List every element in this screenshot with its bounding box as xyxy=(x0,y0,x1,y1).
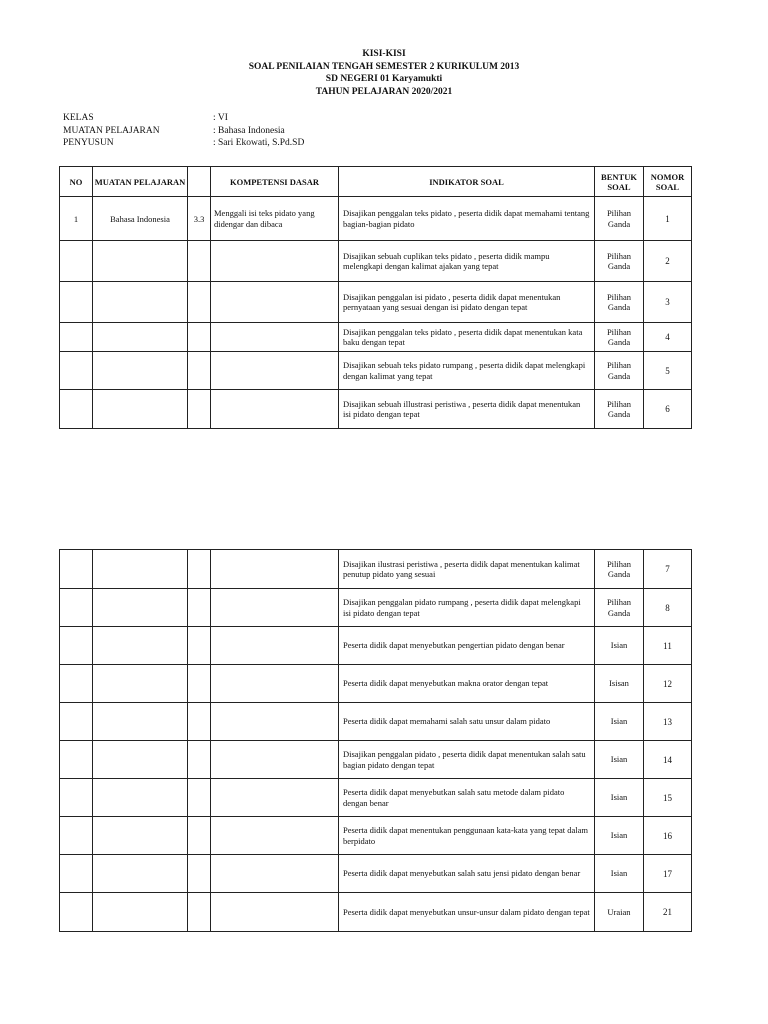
cell-no xyxy=(60,550,93,589)
cell-kompetensi xyxy=(211,627,339,665)
col-header-nomor: NOMOR SOAL xyxy=(644,167,692,197)
cell-no: 1 xyxy=(60,197,93,241)
cell-no xyxy=(60,282,93,323)
cell-no xyxy=(60,893,93,932)
cell-nomor: 5 xyxy=(644,352,692,390)
cell-kompetensi xyxy=(211,817,339,855)
cell-no xyxy=(60,703,93,741)
cell-kompetensi: Menggali isi teks pidato yang didengar dan dibaca xyxy=(211,197,339,241)
cell-bentuk: Isian xyxy=(595,627,644,665)
cell-no xyxy=(60,323,93,352)
table-row xyxy=(60,282,692,323)
cell-nomor: 15 xyxy=(644,779,692,817)
cell-kd-no xyxy=(188,550,211,589)
cell-muatan xyxy=(93,323,188,352)
cell-muatan xyxy=(93,589,188,627)
cell-no xyxy=(60,352,93,390)
cell-bentuk: Isian xyxy=(595,779,644,817)
cell-nomor: 3 xyxy=(644,282,692,323)
cell-muatan xyxy=(93,627,188,665)
cell-nomor: 16 xyxy=(644,817,692,855)
cell-bentuk: Pilihan Ganda xyxy=(595,352,644,390)
cell-kd-no xyxy=(188,665,211,703)
cell-no xyxy=(60,665,93,703)
col-header-bentuk: BENTUK SOAL xyxy=(595,167,644,197)
meta-kelas-label: KELAS xyxy=(63,113,94,123)
cell-nomor: 13 xyxy=(644,703,692,741)
cell-muatan xyxy=(93,779,188,817)
cell-indikator: Peserta didik dapat menyebutkan makna orator dengan tepat xyxy=(339,665,595,703)
table-row xyxy=(60,855,692,893)
cell-indikator: Disajikan penggalan teks pidato , peserta didik dapat menentukan kata baku dengan tepat xyxy=(339,323,595,352)
cell-no xyxy=(60,855,93,893)
cell-nomor: 8 xyxy=(644,589,692,627)
meta-muatan-label: MUATAN PELAJARAN xyxy=(63,125,160,136)
cell-indikator: Peserta didik dapat menentukan penggunaan kata-kata yang tepat dalam berpidato xyxy=(339,817,595,855)
kisi-kisi-table-2 xyxy=(59,549,692,932)
cell-no xyxy=(60,390,93,429)
cell-indikator: Disajikan sebuah illustrasi peristiwa , peserta didik dapat menentukan isi pidato dengan tepat xyxy=(339,390,595,429)
cell-indikator: Disajikan sebuah teks pidato rumpang , peserta didik dapat melengkapi dengan kalimat yang tepat xyxy=(339,352,595,390)
cell-bentuk: Pilihan Ganda xyxy=(595,323,644,352)
table-row xyxy=(60,197,692,241)
cell-muatan: Bahasa Indonesia xyxy=(93,197,188,241)
cell-indikator: Disajikan penggalan pidato rumpang , peserta didik dapat melengkapi isi pidato dengan tepat xyxy=(339,589,595,627)
cell-nomor: 6 xyxy=(644,390,692,429)
col-header-kompetensi: KOMPETENSI DASAR xyxy=(211,167,339,197)
cell-muatan xyxy=(93,893,188,932)
cell-indikator: Peserta didik dapat menyebutkan salah satu metode dalam pidato dengan benar xyxy=(339,779,595,817)
cell-kompetensi xyxy=(211,241,339,282)
cell-muatan xyxy=(93,817,188,855)
cell-muatan xyxy=(93,855,188,893)
cell-bentuk: Pilihan Ganda xyxy=(595,550,644,589)
cell-kd-no xyxy=(188,627,211,665)
cell-muatan xyxy=(93,390,188,429)
meta-penyusun-label: PENYUSUN xyxy=(63,138,114,148)
table-row xyxy=(60,241,692,282)
cell-bentuk: Isian xyxy=(595,741,644,779)
cell-no xyxy=(60,627,93,665)
cell-indikator: Peserta didik dapat menyebutkan unsur-unsur dalam pidato dengan tepat xyxy=(339,893,595,932)
cell-bentuk: Isian xyxy=(595,703,644,741)
cell-kompetensi xyxy=(211,282,339,323)
col-header-muatan: MUATAN PELAJARAN xyxy=(93,167,188,197)
cell-indikator: Peserta didik dapat menyebutkan salah satu jensi pidato dengan benar xyxy=(339,855,595,893)
cell-kd-no xyxy=(188,282,211,323)
table-row xyxy=(60,665,692,703)
cell-nomor: 21 xyxy=(644,893,692,932)
cell-bentuk: Isisan xyxy=(595,665,644,703)
kisi-kisi-table-1 xyxy=(59,166,692,429)
cell-muatan xyxy=(93,741,188,779)
cell-indikator: Peserta didik dapat memahami salah satu unsur dalam pidato xyxy=(339,703,595,741)
cell-indikator: Peserta didik dapat menyebutkan pengertian pidato dengan benar xyxy=(339,627,595,665)
meta-penyusun-value: : Sari Ekowati, S.Pd.SD xyxy=(213,138,305,148)
cell-kompetensi xyxy=(211,665,339,703)
cell-indikator: Disajikan ilustrasi peristiwa , peserta didik dapat menentukan kalimat penutup pidato yang sesuai xyxy=(339,550,595,589)
cell-nomor: 14 xyxy=(644,741,692,779)
table-row xyxy=(60,703,692,741)
meta-kelas-value: : VI xyxy=(213,113,228,123)
col-header-indikator: INDIKATOR SOAL xyxy=(339,167,595,197)
cell-nomor: 7 xyxy=(644,550,692,589)
table-row xyxy=(60,627,692,665)
cell-kompetensi xyxy=(211,703,339,741)
cell-kompetensi xyxy=(211,893,339,932)
cell-kompetensi xyxy=(211,589,339,627)
col-header-kd-no xyxy=(188,167,211,197)
cell-muatan xyxy=(93,241,188,282)
cell-bentuk: Pilihan Ganda xyxy=(595,241,644,282)
cell-nomor: 1 xyxy=(644,197,692,241)
cell-no xyxy=(60,241,93,282)
cell-no xyxy=(60,589,93,627)
cell-indikator: Disajikan penggalan teks pidato , peserta didik dapat memahami tentang bagian-bagian pidato xyxy=(339,197,595,241)
header-year: TAHUN PELAJARAN 2020/2021 xyxy=(315,86,453,97)
cell-bentuk: Isian xyxy=(595,817,644,855)
cell-muatan xyxy=(93,665,188,703)
cell-nomor: 11 xyxy=(644,627,692,665)
header-title: KISI-KISI xyxy=(362,49,406,59)
table-row xyxy=(60,817,692,855)
cell-kd-no xyxy=(188,817,211,855)
cell-kd-no xyxy=(188,779,211,817)
cell-kompetensi xyxy=(211,390,339,429)
cell-bentuk: Pilihan Ganda xyxy=(595,589,644,627)
document-header xyxy=(0,48,768,98)
table-row xyxy=(60,352,692,390)
cell-bentuk: Uraian xyxy=(595,893,644,932)
cell-muatan xyxy=(93,282,188,323)
cell-kd-no: 3.3 xyxy=(188,197,211,241)
table-row xyxy=(60,323,692,352)
cell-kd-no xyxy=(188,323,211,352)
cell-no xyxy=(60,817,93,855)
cell-indikator: Disajikan penggalan isi pidato , peserta didik dapat menentukan pernyataan yang sesuai dengan isi pidato dengan tepat xyxy=(339,282,595,323)
cell-kompetensi xyxy=(211,550,339,589)
cell-bentuk: Pilihan Ganda xyxy=(595,197,644,241)
cell-kompetensi xyxy=(211,855,339,893)
table-row xyxy=(60,893,692,932)
cell-kd-no xyxy=(188,352,211,390)
header-subtitle: SOAL PENILAIAN TENGAH SEMESTER 2 KURIKULUM 2013 xyxy=(248,61,520,72)
cell-no xyxy=(60,779,93,817)
cell-kd-no xyxy=(188,390,211,429)
table-row xyxy=(60,779,692,817)
cell-kompetensi xyxy=(211,323,339,352)
cell-muatan xyxy=(93,550,188,589)
cell-kompetensi xyxy=(211,352,339,390)
cell-kd-no xyxy=(188,703,211,741)
table-row xyxy=(60,589,692,627)
cell-kompetensi xyxy=(211,779,339,817)
cell-bentuk: Pilihan Ganda xyxy=(595,390,644,429)
cell-indikator: Disajikan sebuah cuplikan teks pidato , peserta didik mampu melengkapi dengan kalimat ajakan yang tepat xyxy=(339,241,595,282)
cell-kd-no xyxy=(188,241,211,282)
cell-kompetensi xyxy=(211,741,339,779)
cell-bentuk: Isian xyxy=(595,855,644,893)
cell-no xyxy=(60,741,93,779)
cell-indikator: Disajikan penggalan pidato , peserta didik dapat menentukan salah satu bagian pidato dengan tepat xyxy=(339,741,595,779)
cell-kd-no xyxy=(188,589,211,627)
cell-nomor: 2 xyxy=(644,241,692,282)
cell-nomor: 12 xyxy=(644,665,692,703)
table-header-row xyxy=(60,167,692,197)
table-row xyxy=(60,550,692,589)
cell-kd-no xyxy=(188,855,211,893)
cell-muatan xyxy=(93,703,188,741)
cell-nomor: 17 xyxy=(644,855,692,893)
cell-kd-no xyxy=(188,741,211,779)
table-row xyxy=(60,390,692,429)
cell-bentuk: Pilihan Ganda xyxy=(595,282,644,323)
cell-muatan xyxy=(93,352,188,390)
cell-nomor: 4 xyxy=(644,323,692,352)
col-header-no: NO xyxy=(60,167,93,197)
meta-muatan-value: : Bahasa Indonesia xyxy=(213,125,285,136)
cell-kd-no xyxy=(188,893,211,932)
table-row xyxy=(60,741,692,779)
header-school: SD NEGERI 01 Karyamukti xyxy=(325,74,443,84)
